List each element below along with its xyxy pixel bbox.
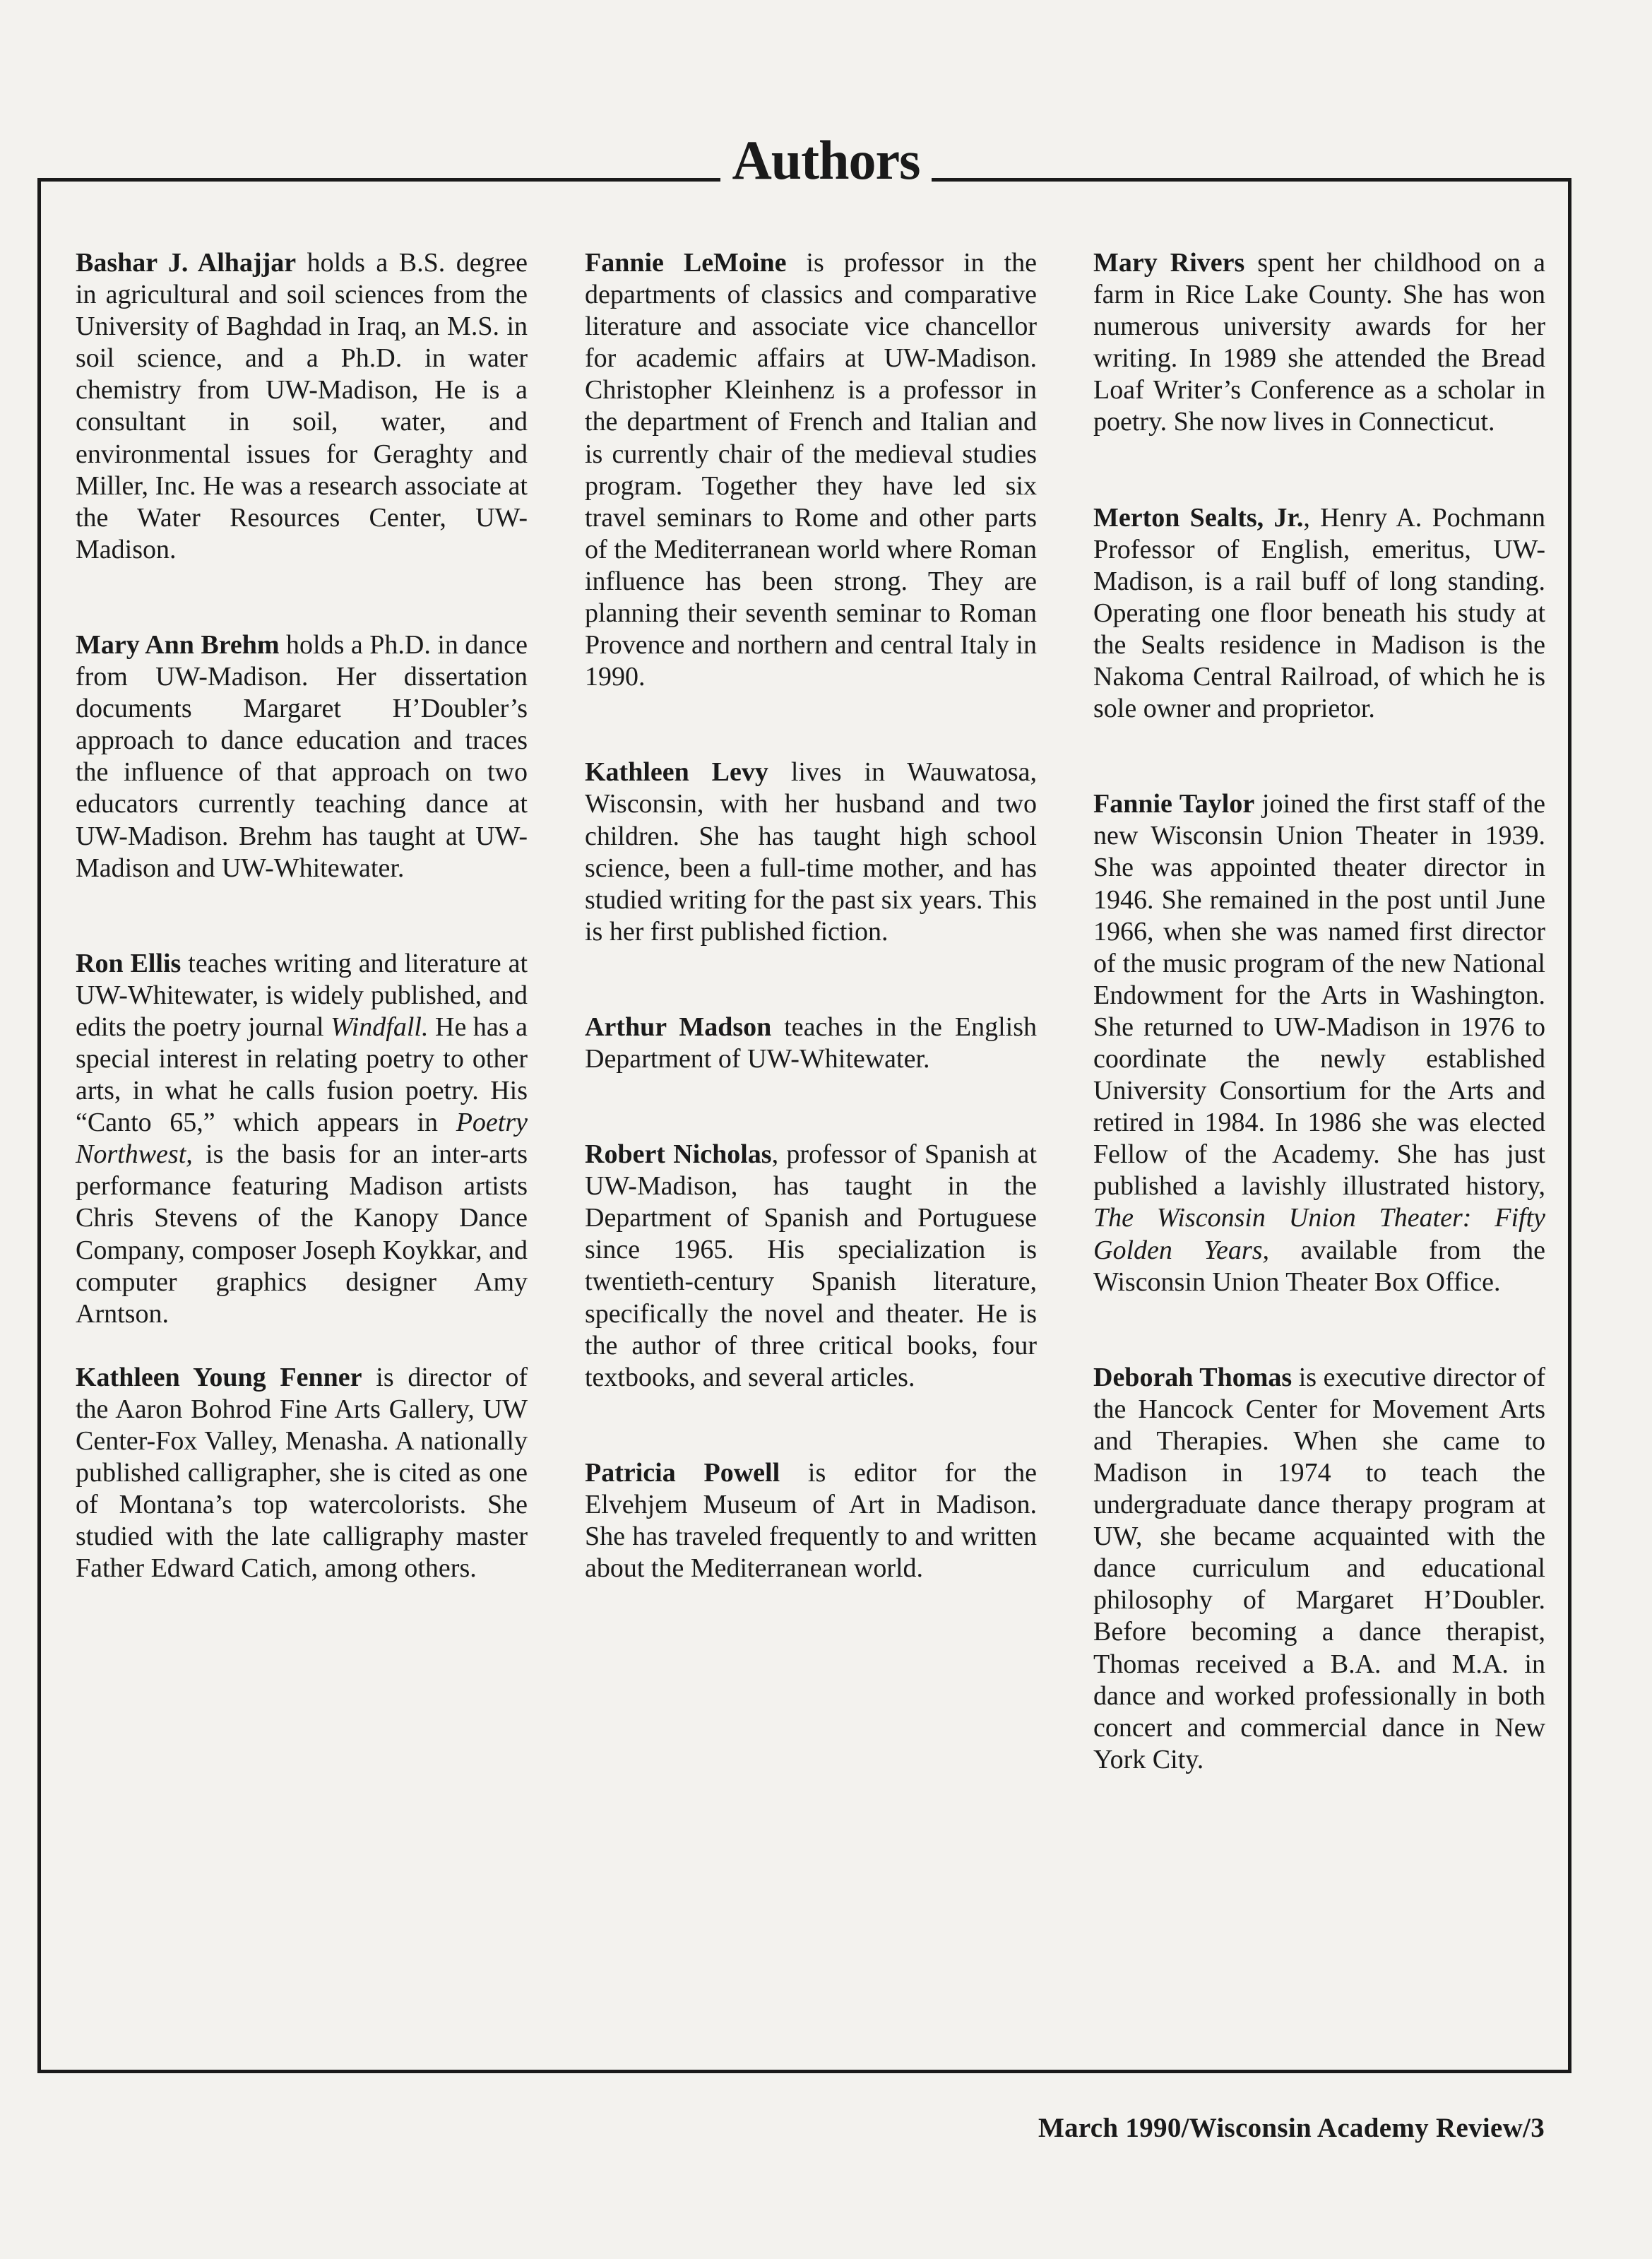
- page-footer: March 1990/Wisconsin Academy Review/3: [1038, 2113, 1545, 2143]
- bio-text: lives in Wauwatosa, Wisconsin, with her husband and two children. She has taught high school science, been a full-time mother, and has studied writing for the past six years. This is her first published fiction.: [585, 757, 1037, 947]
- bio-text: teaches writing and literature at UW-Whitewater, is widely published, and edits the poetry journal: [76, 948, 528, 1042]
- author-name: Merton Sealts, Jr.: [1093, 502, 1304, 533]
- bio-text: is executive director of the Hancock Center for Movement Arts and Therapies. When she came to Madison in 1974 to teach the undergraduate dance therapy program at UW, she became acquainted with the dance curriculum and educational philosophy of Margaret H’Doubler. Before becoming a dance therapist, Thomas received a B.A. and M.A. in dance and worked professionally in both concert and commercial dance in New York City.: [1093, 1362, 1545, 1774]
- journal-title: Poetry Northwest,: [76, 1108, 528, 1170]
- bio-alhajjar: [76, 247, 528, 566]
- column-middle: [585, 247, 1037, 1648]
- bio-taylor: [1093, 788, 1545, 1298]
- author-name: Patricia Powell: [585, 1457, 780, 1488]
- bio-madson: [585, 1012, 1037, 1075]
- bio-ellis: [76, 948, 528, 1330]
- bio-text: He has a special interest in relating poetry to other arts, in what he calls fusion poetry. His “Canto 65,” which appears in: [76, 1012, 528, 1138]
- bio-rivers: [1093, 247, 1545, 439]
- bio-thomas: [1093, 1362, 1545, 1776]
- author-name: Ron Ellis: [76, 948, 182, 978]
- bio-text: joined the first staff of the new Wisconsin Union Theater in 1939. She was appointed theater director in 1946. She remained in the post until June 1966, when she was named first director of the music program of the new National Endowment for the Arts in Washington. She returned to UW-Madison in 1976 to coordinate the newly established University Consortium for the Arts and retired in 1984. In 1986 she was elected Fellow of the Academy. She has just published a lavishly illustrated history,: [1093, 789, 1546, 1202]
- bio-text: available from the Wisconsin Union Theater Box Office.: [1093, 1235, 1545, 1297]
- bio-text: , Henry A. Pochmann Professor of English, emeritus, UW-Madison, is a rail buff of long standing. Operating one floor beneath his study at the Sealts residence in Madison is the Nakoma Central Railroad, of which he is sole owner and proprietor.: [1093, 502, 1546, 724]
- author-name: Robert Nicholas: [585, 1139, 772, 1170]
- bio-sealts: [1093, 502, 1545, 725]
- author-name: Fannie LeMoine: [585, 248, 787, 278]
- bio-text: , professor of Spanish at UW-Madison, has taught in the Department of Spanish and Portuguese since 1965. His specialization is twentieth-century Spanish literature, specifically the novel and theater. He is the author of three critical books, four textbooks, and several articles.: [585, 1139, 1037, 1392]
- book-title: The Wisconsin Union Theater: Fifty Golden Years,: [1093, 1203, 1545, 1265]
- page-title-text: Authors: [720, 129, 931, 191]
- author-name: Arthur Madson: [585, 1012, 772, 1042]
- bio-levy: [585, 757, 1037, 948]
- bio-text: is professor in the departments of classics and comparative literature and associate vice chancellor for academic affairs at UW-Madison. Christopher Kleinhenz is a professor in the department of French and Italian and is currently chair of the medieval studies program. Together they have led six travel seminars to Rome and other parts of the Mediterranean world where Roman influence has been strong. They are planning their seventh seminar to Roman Provence and northern and central Italy in 1990.: [585, 248, 1037, 692]
- author-name: Fannie Taylor: [1093, 789, 1255, 819]
- author-name: Bashar J. Alhajjar: [76, 248, 297, 278]
- column-left: [76, 247, 528, 1648]
- author-name: Mary Ann Brehm: [76, 629, 280, 660]
- bio-powell: [585, 1457, 1037, 1584]
- column-right: [1093, 247, 1545, 1839]
- journal-title: Windfall.: [331, 1012, 429, 1042]
- author-name: Kathleen Young Fenner: [76, 1362, 362, 1392]
- bio-text: teaches in the English Department of UW-Whitewater.: [585, 1012, 1037, 1074]
- author-name: Mary Rivers: [1093, 248, 1245, 278]
- bio-text: spent her childhood on a farm in Rice Lake County. She has won numerous university awards for her writing. In 1989 she attended the Bread Loaf Writer’s Conference as a scholar in poetry. She now lives in Connecticut.: [1093, 248, 1545, 437]
- bio-text: is director of the Aaron Bohrod Fine Arts Gallery, UW Center-Fox Valley, Menasha. A nationally published calligrapher, she is cited as one of Montana’s top watercolorists. She studied with the late calligraphy master Father Edward Catich, among others.: [76, 1362, 528, 1584]
- bio-text: holds a Ph.D. in dance from UW-Madison. Her dissertation documents Margaret H’Doubler’s approach to dance education and traces the influence of that approach on two educators currently teaching dance at UW-Madison. Brehm has taught at UW-Madison and UW-Whitewater.: [76, 629, 528, 883]
- bio-nicholas: [585, 1139, 1037, 1394]
- author-name: Deborah Thomas: [1093, 1362, 1293, 1392]
- author-name: Kathleen Levy: [585, 757, 768, 788]
- page-title: [0, 129, 1652, 191]
- bio-text: is editor for the Elvehjem Museum of Art in Madison. She has traveled frequently to and written about the Mediterranean world.: [585, 1457, 1037, 1584]
- bio-text: is the basis for an inter-arts performance featuring Madison artists Chris Stevens of the Kanopy Dance Company, composer Joseph Koykkar, and computer graphics designer Amy Arntson.: [76, 1139, 528, 1329]
- bio-lemoine: [585, 247, 1037, 693]
- bio-fenner: [76, 1362, 528, 1585]
- bio-text: holds a B.S. degree in agricultural and soil sciences from the University of Baghdad in Iraq, an M.S. in soil science, and a Ph.D. in water chemistry from UW-Madison, He is a consultant in soil, water, and environmental issues for Geraghty and Miller, Inc. He was a research associate at the Water Resources Center, UW-Madison.: [76, 248, 528, 564]
- bio-brehm: [76, 629, 528, 884]
